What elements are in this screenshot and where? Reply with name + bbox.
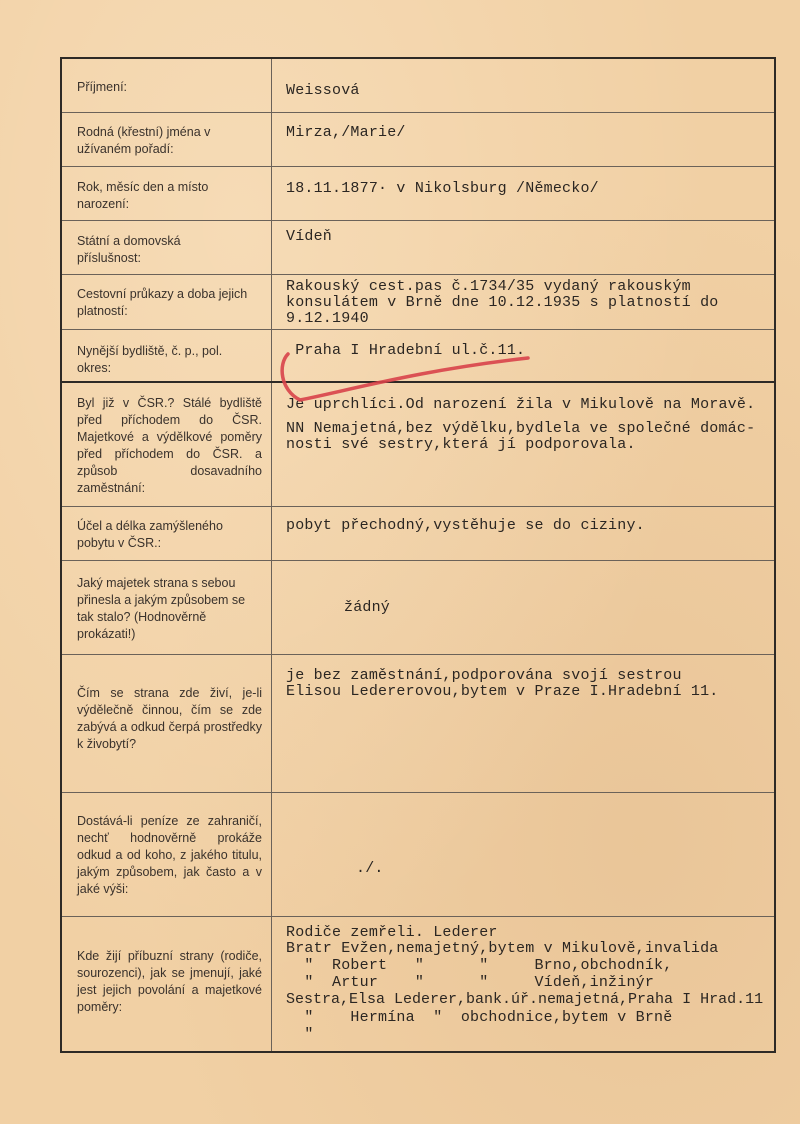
- label-relatives: Kde žijí příbuzní strany (rodiče, sourozenci), jak se jmenují, jaké jest jejich povolání a majetkové poměry:: [77, 949, 262, 1014]
- answer-relatives-line-1: Rodiče zemřeli. Lederer: [286, 924, 498, 941]
- answer-relatives-line-3: " Robert " " Brno,obchodník,: [286, 957, 673, 974]
- row-passport: [62, 274, 774, 330]
- row-citizenship: [62, 220, 774, 275]
- label-livelihood: Čím se strana zde živí, je-li výdělečně činnou, čím se zde zabývá a odkud čerpá prostředky k živobytí?: [77, 686, 262, 751]
- answer-foreign-money: ./.: [356, 860, 384, 877]
- answer-citizenship: Vídeň: [286, 228, 333, 245]
- label-surname: Příjmení:: [77, 80, 128, 94]
- label-passport: Cestovní průkazy a doba jejich platností:: [77, 287, 248, 318]
- row-relatives: [62, 916, 774, 1052]
- label-previous-residence: Byl již v ČSR.? Stálé bydliště před příchodem do ČSR. Majetkové a výdělkové poměry před příchodem do ČSR. a způsob dosavadního zaměstnání:: [77, 396, 262, 495]
- answer-residence: Praha I Hradební ul.č.11.: [286, 342, 526, 359]
- label-property: Jaký majetek strana s sebou přinesla a jakým způsobem se tak stalo? (Hodnověrně prokázati!): [77, 576, 246, 641]
- questionnaire-form: [60, 57, 776, 1053]
- answer-relatives-line-4: " Artur " " Vídeň,inžinýr: [286, 974, 655, 991]
- red-pencil-mark: [270, 350, 530, 410]
- answer-previous-line-1: Je uprchlíci.Od narození žila v Mikulově na Moravě.: [286, 396, 756, 413]
- label-birth: Rok, měsíc den a místo narození:: [77, 180, 209, 211]
- answer-surname: Weissová: [286, 82, 360, 99]
- answer-relatives-line-2: Bratr Evžen,nemajetný,bytem v Mikulově,invalida: [286, 940, 719, 957]
- answer-relatives-line-6: " Hermína " obchodnice,bytem v Brně: [286, 1009, 673, 1026]
- answer-previous-line-3: nosti své sestry,která jí podporovala.: [286, 436, 636, 453]
- answer-passport-line-1: Rakouský cest.pas č.1734/35 vydaný rakouským: [286, 278, 691, 295]
- answer-passport-line-3: 9.12.1940: [286, 310, 369, 327]
- answer-relatives-line-7: ": [286, 1026, 314, 1043]
- answer-purpose: pobyt přechodný,vystěhuje se do ciziny.: [286, 517, 645, 534]
- label-purpose: Účel a délka zamýšleného pobytu v ČSR.:: [77, 519, 223, 550]
- row-property: [62, 560, 774, 655]
- row-given-names: [62, 112, 774, 167]
- answer-property: žádný: [344, 599, 391, 616]
- label-foreign-money: Dostává-li peníze ze zahraničí, nechť hodnověrně prokáže odkud a od koho, z jakého titulu, jakým způsobem, jak často a v jaké výši:: [77, 814, 262, 896]
- answer-livelihood-line-2: Elisou Ledererovou,bytem v Praze I.Hradební 11.: [286, 683, 719, 700]
- answer-previous-line-2: NN Nemajetná,bez výdělku,bydlela ve společné domác-: [286, 420, 756, 437]
- row-surname: [62, 59, 774, 112]
- answer-livelihood-line-1: je bez zaměstnání,podporována svojí sestrou: [286, 667, 682, 684]
- label-citizenship: Státní a domovská příslušnost:: [77, 234, 181, 265]
- label-given-names: Rodná (křestní) jména v užívaném pořadí:: [77, 125, 211, 156]
- answer-relatives-line-5: Sestra,Elsa Lederer,bank.úř.nemajetná,Praha I Hrad.11: [286, 991, 764, 1008]
- answer-birth: 18.11.1877· v Nikolsburg /Německo/: [286, 180, 599, 197]
- answer-given-names: Mirza,/Marie/: [286, 124, 406, 141]
- answer-passport-line-2: konsulátem v Brně dne 10.12.1935 s platností do: [286, 294, 719, 311]
- row-birth: [62, 166, 774, 221]
- row-purpose: [62, 506, 774, 561]
- row-foreign-money: [62, 792, 774, 917]
- label-residence: Nynější bydliště, č. p., pol. okres:: [77, 344, 223, 375]
- row-livelihood: [62, 654, 774, 793]
